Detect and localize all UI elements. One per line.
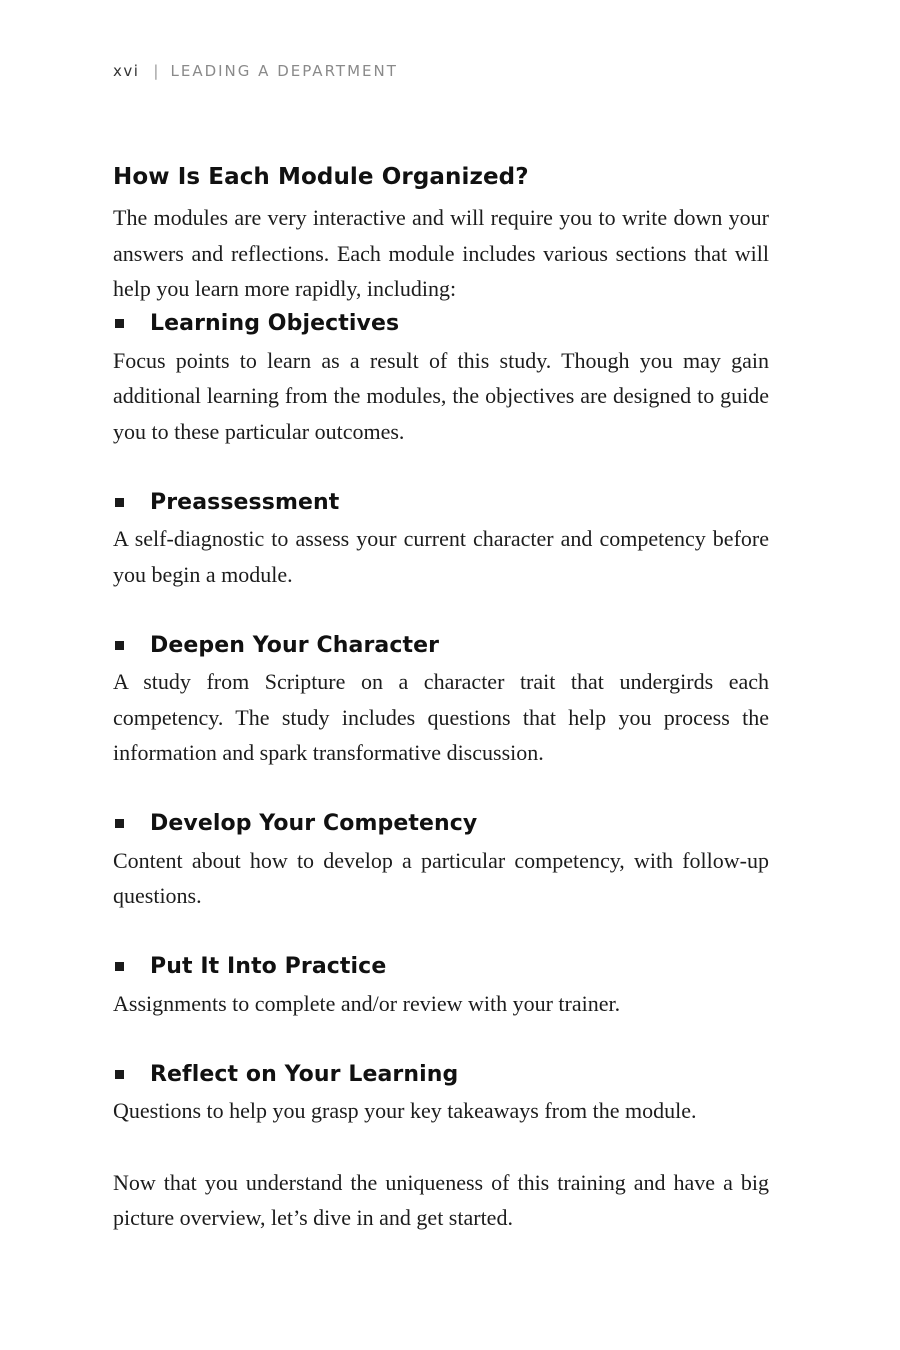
item-heading: Learning Objectives bbox=[150, 311, 400, 336]
item-description: Questions to help you grasp your key takeaways from the module. bbox=[113, 1098, 697, 1123]
list-item-deepen-your-character bbox=[113, 628, 769, 771]
item-heading: Reflect on Your Learning bbox=[150, 1061, 459, 1087]
list-item-preassessment bbox=[113, 485, 769, 592]
item-heading: Deepen Your Character bbox=[150, 632, 440, 658]
page-number: xvi bbox=[113, 62, 140, 80]
list-item-develop-your-competency bbox=[113, 807, 769, 914]
header-separator: | bbox=[153, 62, 161, 80]
item-heading: Put It Into Practice bbox=[150, 954, 387, 979]
list-item-reflect-on-your-learning bbox=[113, 1057, 769, 1129]
running-title: LEADING A DEPARTMENT bbox=[170, 62, 398, 80]
square-bullet-icon bbox=[115, 1070, 124, 1079]
item-description: A study from Scripture on a character trait that undergirds each competency. The study includes questions that help you process the information and spark transformative discussion. bbox=[113, 669, 769, 765]
square-bullet-icon bbox=[115, 962, 124, 971]
page-content bbox=[113, 160, 769, 1236]
item-description: Assignments to complete and/or review with your trainer. bbox=[113, 990, 621, 1016]
square-bullet-icon bbox=[115, 819, 124, 828]
running-header bbox=[113, 62, 398, 80]
list-item-learning-objectives bbox=[113, 307, 769, 450]
intro-paragraph: The modules are very interactive and will require you to write down your answers and reflections. Each module includes various sections that will help you learn more rapidly, including: bbox=[113, 205, 769, 301]
item-heading: Develop Your Competency bbox=[150, 811, 478, 836]
square-bullet-icon bbox=[115, 641, 124, 650]
section-heading: How Is Each Module Organized? bbox=[113, 164, 529, 190]
item-description: Focus points to learn as a result of this study. Though you may gain additional learning from the modules, the objectives are designed to guide you to these particular outcomes. bbox=[113, 347, 769, 444]
list-item-put-it-into-practice bbox=[113, 950, 769, 1022]
square-bullet-icon bbox=[115, 319, 124, 328]
square-bullet-icon bbox=[115, 498, 124, 507]
item-heading: Preassessment bbox=[150, 489, 340, 515]
item-description: Content about how to develop a particular competency, with follow-up questions. bbox=[113, 847, 769, 908]
closing-paragraph: Now that you understand the uniqueness of this training and have a big picture overview, let’s dive in and get started. bbox=[113, 1169, 769, 1230]
item-description: A self-diagnostic to assess your current character and competency before you begin a module. bbox=[113, 526, 769, 587]
